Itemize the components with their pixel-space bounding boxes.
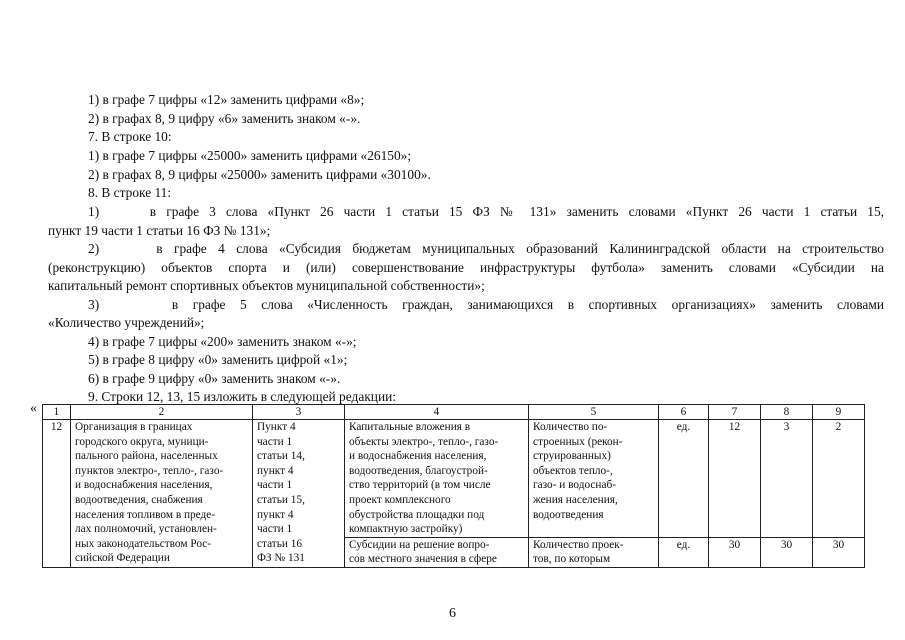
cell-line: части 1 (257, 479, 293, 492)
cell-line: газо- и водоснаб- (533, 479, 616, 492)
cell-line: и водоснабжения населения, (75, 479, 213, 492)
column-header: 1 (43, 405, 71, 420)
investment-cell (345, 420, 529, 538)
value-cell: 12 (709, 420, 761, 538)
cell-line: обустройства площадки под (349, 508, 485, 521)
cell-line: Количество по- (533, 421, 608, 433)
cell-line: ных законодательством Рос- (75, 537, 212, 550)
cell-line: статьи 16 (257, 537, 303, 550)
table-row (43, 420, 865, 538)
paragraph: 4) в графе 7 цифры «200» заменить знаком «-»; (88, 334, 357, 349)
paragraph: 5) в графе 8 цифру «0» заменить цифрой «1»; (88, 352, 348, 367)
cell-line: населения топливом в преде- (75, 508, 216, 521)
cell-line: городского округа, муници- (75, 435, 209, 448)
value-cell: 2 (813, 420, 865, 538)
cell-line: объектов тепло-, (533, 464, 613, 477)
cell-line: водоотведения (533, 508, 604, 521)
column-header: 6 (659, 405, 709, 420)
paragraph: 6) в графе 9 цифру «0» заменить знаком «-». (88, 371, 341, 386)
column-header: 7 (709, 405, 761, 420)
column-header: 9 (813, 405, 865, 420)
cell-line: Субсидии на решение вопро- (349, 538, 490, 551)
cell-line: струированных) (533, 450, 611, 463)
cell-line: Организация в границах (75, 421, 193, 433)
paragraph: 9. Строки 12, 13, 15 изложить в следующей редакции: (88, 389, 396, 404)
cell-line: проект комплексного (349, 493, 451, 506)
cell-line: ФЗ № 131 (257, 552, 305, 565)
cell-line: части 1 (257, 523, 293, 536)
data-table (42, 404, 865, 568)
cell-line: ство территорий (в том числе (349, 479, 491, 492)
paragraph: капитальный ремонт спортивных объектов муниципальной собственности»; (48, 278, 485, 293)
activity-cell (71, 420, 253, 568)
paragraph: 2) в графах 8, 9 цифру «6» заменить знаком «-». (88, 111, 361, 126)
cell-line: Капитальные вложения в (349, 421, 471, 433)
column-header: 3 (253, 405, 345, 420)
cell-line: объекты электро-, тепло-, газо- (349, 435, 499, 448)
cell-line: Пункт 4 (257, 421, 296, 433)
cell-line: статьи 15, (257, 493, 305, 506)
indicator-cell (529, 537, 659, 567)
paragraph: 1) в графе 7 цифры «12» заменить цифрами «8»; (88, 92, 365, 107)
table-header-row (43, 405, 865, 420)
cell-lines (75, 420, 248, 566)
column-header: 5 (529, 405, 659, 420)
cell-line: водоотведения, снабжения (75, 493, 203, 506)
cell-line: статьи 14, (257, 450, 305, 463)
paragraph: 3) в графе 5 слова «Численность граждан, занимающихся в спортивных организациях» заменить словами (88, 297, 884, 312)
cell-lines (349, 538, 524, 567)
value-cell: 30 (709, 537, 761, 567)
value-cell: 30 (761, 537, 813, 567)
cell-line: сийской Федерации (75, 552, 170, 565)
row-number-cell: 12 (43, 420, 71, 568)
cell-line: Количество проек- (533, 538, 624, 551)
cell-line: тов, по которым (533, 553, 611, 566)
paragraph: «Количество учреждений»; (48, 315, 205, 330)
page-number: 6 (449, 606, 456, 621)
cell-line: компактную застройку) (349, 523, 463, 536)
cell-line: пункт 4 (257, 508, 294, 521)
paragraph: 2) в графе 4 слова «Субсидия бюджетам муниципальных образований Калининградской области на строительство (88, 241, 884, 256)
cell-lines (533, 538, 654, 567)
cell-lines (533, 420, 654, 522)
indicator-cell (529, 420, 659, 538)
unit-cell: ед. (659, 420, 709, 538)
cell-line: пункт 4 (257, 464, 294, 477)
unit-cell: ед. (659, 537, 709, 567)
subsidy-cell (345, 537, 529, 567)
cell-line: водоотведения, благоустрой- (349, 464, 488, 477)
cell-lines (349, 420, 524, 537)
paragraph: 1) в графе 7 цифры «25000» заменить цифрами «26150»; (88, 148, 412, 163)
paragraph: (реконструкцию) объектов спорта и (или) совершенствование инфраструктуры футбола» заменить словами «Субсидии на (48, 260, 884, 275)
column-header: 4 (345, 405, 529, 420)
cell-line: сов местного значения в сфере (349, 553, 497, 566)
paragraph: 1) в графе 3 слова «Пункт 26 части 1 статьи 15 ФЗ № 131» заменить словами «Пункт 26 части 1 статьи 15, (88, 204, 884, 219)
cell-line: жения населения, (533, 493, 618, 506)
paragraph: пункт 19 части 1 статьи 16 ФЗ № 131»; (48, 223, 271, 238)
cell-line: пального района, населенных (75, 450, 218, 463)
legal-basis-cell (253, 420, 345, 568)
cell-line: и водоснабжения населения, (349, 450, 487, 463)
paragraph: 7. В строке 10: (88, 129, 172, 144)
cell-line: строенных (рекон- (533, 435, 623, 448)
value-cell: 30 (813, 537, 865, 567)
cell-line: пунктов электро-, тепло-, газо- (75, 464, 224, 477)
opening-quote: « (30, 401, 37, 416)
cell-lines (257, 420, 340, 566)
cell-line: лах полномочий, установлен- (75, 523, 217, 536)
cell-line: части 1 (257, 435, 293, 448)
paragraph: 2) в графах 8, 9 цифры «25000» заменить цифрами «30100». (88, 167, 431, 182)
column-header: 2 (71, 405, 253, 420)
value-cell: 3 (761, 420, 813, 538)
paragraph: 8. В строке 11: (88, 185, 172, 200)
column-header: 8 (761, 405, 813, 420)
